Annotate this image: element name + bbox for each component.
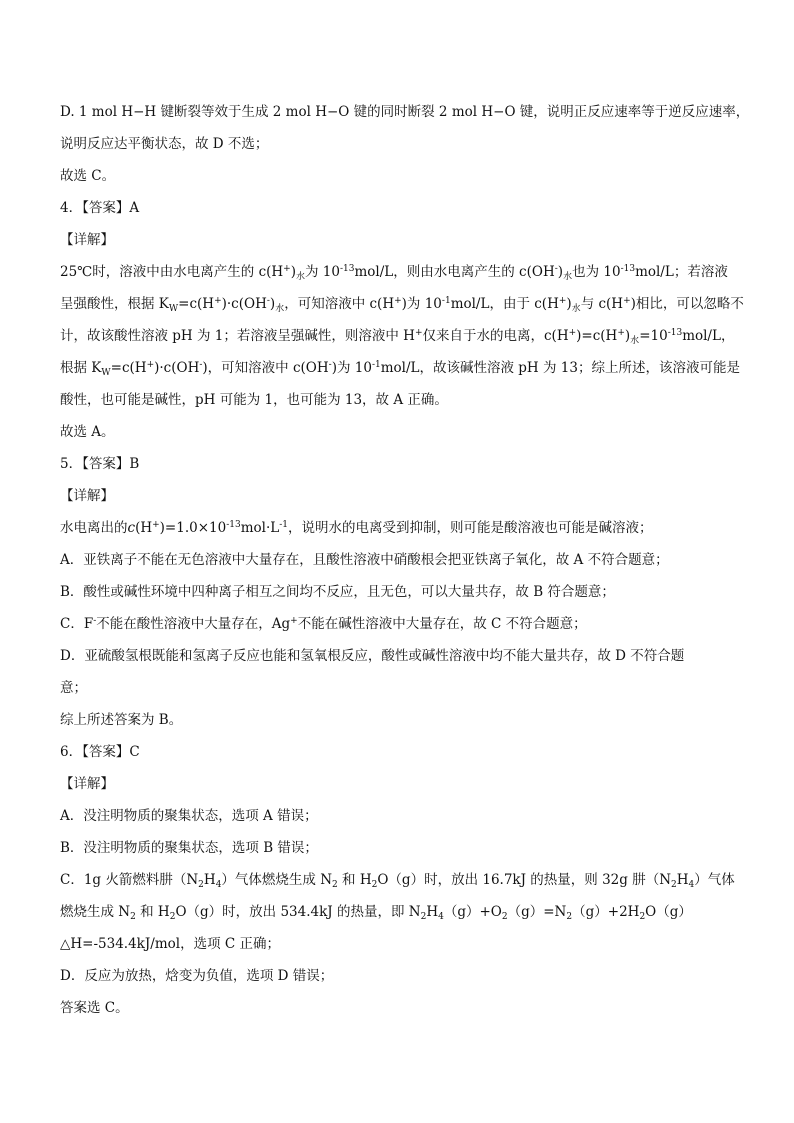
q6-option-c-line2: 燃烧生成 $N_2$ 和 $H_2O(g)$时，放出 534.4kJ 的热量，即 $N_2H_4(g)+O_2(g)=N_2(g)+2H_2O(g)$ [60,904,692,922]
q6-option-a: A．没注明物质的聚集状态，选项 A 错误； [60,808,318,824]
q4-detail-label: 【详解】 [60,232,114,248]
q5-answer-label: 5．【答案】B [60,456,140,472]
q5-option-c: C．F-不能在酸性溶液中大量存在，Ag+不能在碱性溶液中大量存在，故 C 不符合题意； [60,616,587,632]
q4-explanation-line2: 呈强酸性，根据 $K_W=c(H^+)\cdot c(OH^-)_水$，可知溶液中 c(H+)为 $10^{-1}mol/L$，由于 $c(H^+)_水$与 c(H+)相比，可以忽略不 [60,296,744,314]
q6-option-d: D．反应为放热，焓变为负值，选项 D 错误； [60,968,334,984]
solution-document [60,96,750,1024]
q4-explanation-line5: 酸性，也可能是碱性，pH 可能为 1，也可能为 13，故 A 正确。 [60,392,448,408]
q6-detail-label: 【详解】 [60,776,114,792]
q3-option-d-line2: 说明反应达平衡状态，故 D 不选； [60,136,269,152]
q4-conclusion: 故选 A。 [60,424,115,440]
q6-option-c-line1: C．1g 火箭燃料肼$(N_2H_4)$气体燃烧生成 $N_2$ 和 $H_2O(g)$时，放出 16.7kJ 的热量，则 32g 肼$(N_2H_4)$气体 [60,872,735,890]
q5-option-d-line1: D．亚硫酸氢根既能和氢离子反应也能和氢氧根反应，酸性或碱性溶液中均不能大量共存，故 D 不符合题 [60,648,685,664]
q4-explanation-line3: 计，故该酸性溶液 pH 为 1；若溶液呈强碱性，则溶液中 H+仅来自于水的电离，$c(H^+)=c(H^+)_水=10^{-13}mol/L$， [60,328,735,346]
q6-answer-label: 6．【答案】C [60,744,140,760]
q3-option-d-line1: D. 1 mol H−H 键断裂等效于生成 2 mol H−O 键的同时断裂 2 mol H−O 键，说明正反应速率等于逆反应速率， [60,104,750,120]
q6-conclusion: 答案选 C。 [60,1000,129,1016]
q5-conclusion: 综上所述答案为 B。 [60,712,183,728]
q6-option-c-line3: △H=-534.4kJ/mol，选项 C 正确； [60,936,280,952]
q5-detail-label: 【详解】 [60,488,114,504]
q4-explanation-line4: 根据 $K_W=c(H^+)\cdot c(OH^-)$，可知溶液中 c(OH-)为 $10^{-1}mol/L$，故该碱性溶液 pH 为 13；综上所述，该溶液可能是 [60,360,740,378]
q4-explanation-line1: 25℃时，溶液中由水电离产生的 $c(H^+)_水$为 $10^{-13}mol/L$，则由水电离产生的 $c(OH^-)_水$也为 $10^{-13}mol/L$；若溶液 [60,264,728,282]
q5-option-b: B．酸性或碱性环境中四种离子相互之间均不反应，且无色，可以大量共存，故 B 符合题意； [60,584,615,600]
q5-option-a: A．亚铁离子不能在无色溶液中大量存在，且酸性溶液中硝酸根会把亚铁离子氧化，故 A 不符合题意； [60,552,669,568]
q4-answer-label: 4．【答案】A [60,200,140,216]
q6-option-b: B．没注明物质的聚集状态，选项 B 错误； [60,840,318,856]
q5-option-d-line2: 意； [60,680,87,696]
q3-conclusion: 故选 C。 [60,168,116,184]
q5-explanation-line1: 水电离出的$c(H^+)=1.0\times 10^{-13}mol\cdot L^{-1}$，说明水的电离受到抑制，则可能是酸溶液也可能是碱溶液； [60,520,653,536]
